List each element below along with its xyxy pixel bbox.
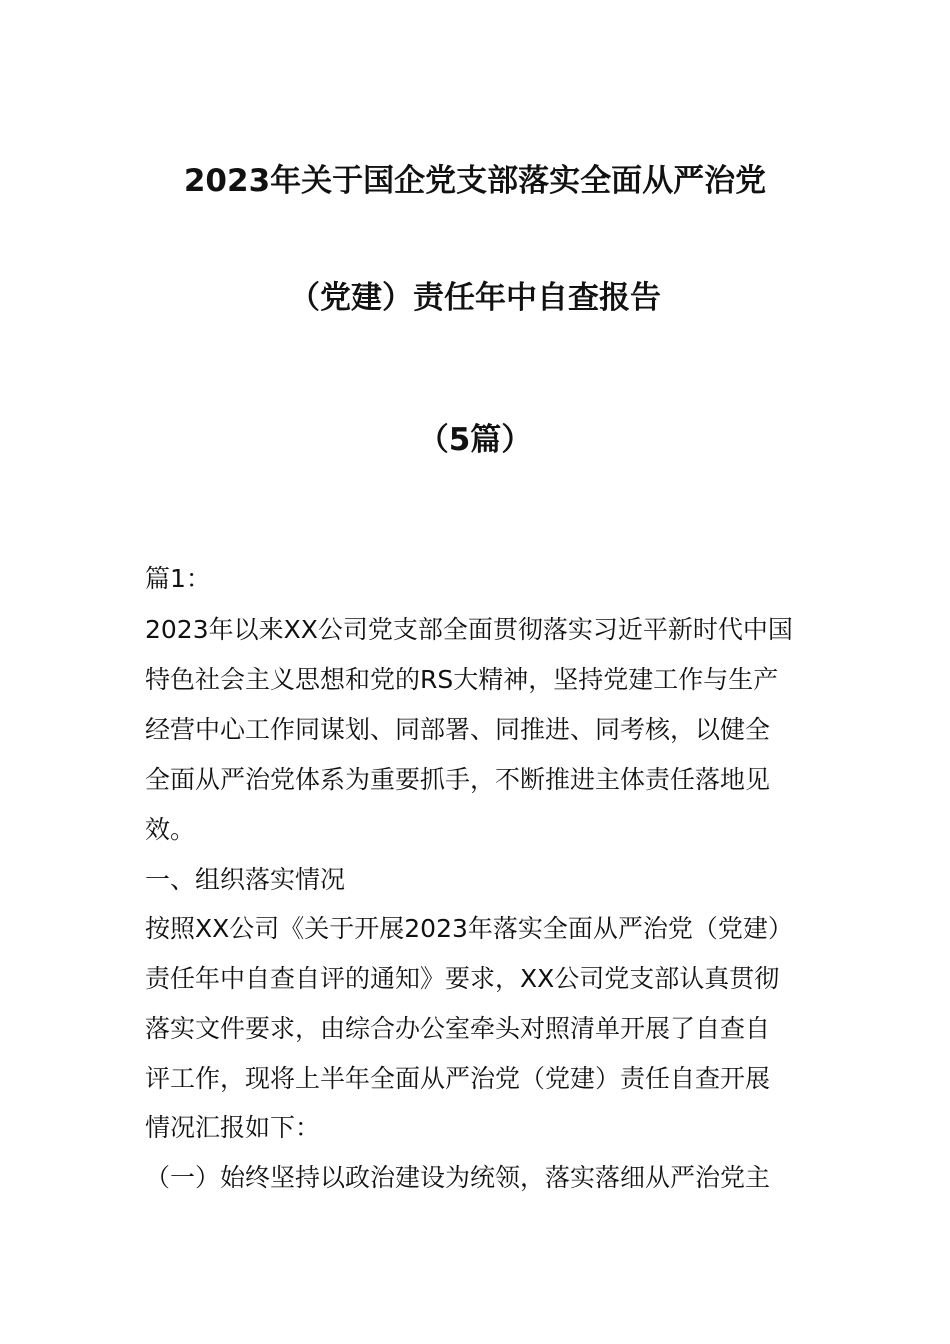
paragraph-line: 效。	[145, 815, 196, 844]
paragraph-line: 按照XX公司《关于开展2023年落实全面从严治党（党建）	[145, 914, 793, 943]
paragraph-line: 责任年中自查自评的通知》要求，XX公司党支部认真贯彻	[145, 964, 780, 993]
paragraph-line: 落实文件要求，由综合办公室牵头对照清单开展了自查自	[145, 1014, 771, 1043]
title-line-1: 2023年关于国企党支部落实全面从严治党	[183, 163, 767, 199]
title-line-3: （5篇）	[417, 422, 533, 458]
paragraph-line: 情况汇报如下：	[145, 1113, 321, 1142]
paragraph-line: 特色社会主义思想和党的RS大精神，坚持党建工作与生产	[145, 665, 779, 694]
subsection-heading: （一）始终坚持以政治建设为统领，落实落细从严治党主	[145, 1163, 771, 1192]
paragraph-line: 2023年以来XX公司党支部全面贯彻落实习近平新时代中国	[145, 615, 793, 644]
paragraph-line: 评工作，现将上半年全面从严治党（党建）责任自查开展	[145, 1064, 771, 1093]
paragraph-line: 经营中心工作同谋划、同部署、同推进、同考核，以健全	[145, 715, 771, 744]
section-heading: 一、组织落实情况	[145, 865, 346, 894]
title-line-2: （党建）责任年中自查报告	[289, 280, 661, 316]
section-label: 篇1：	[145, 564, 211, 593]
paragraph-line: 全面从严治党体系为重要抓手，不断推进主体责任落地见	[145, 765, 771, 794]
